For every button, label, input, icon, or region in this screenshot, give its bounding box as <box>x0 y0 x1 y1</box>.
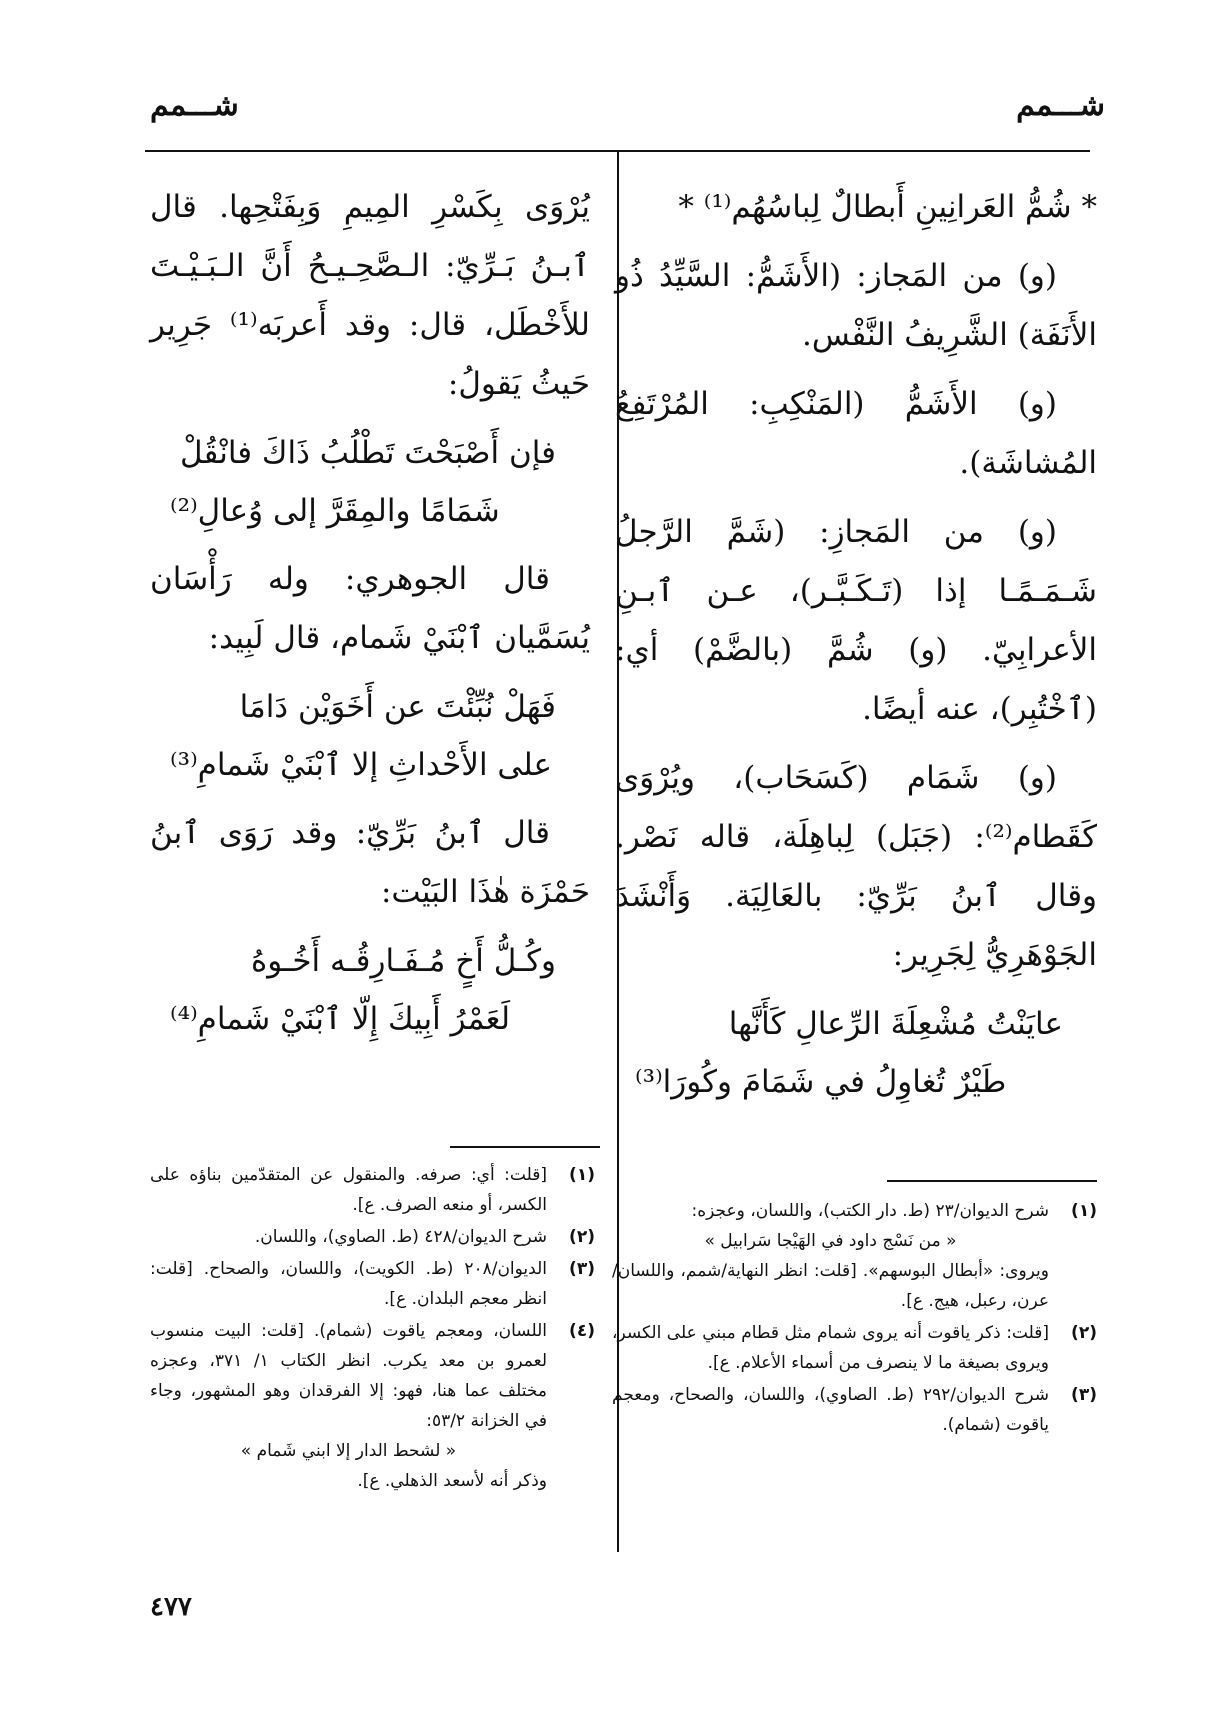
verse-second-hemistich: على الأَحْداثِ إلا ٱبْنَيْ شَمامِ⁽³⁾ <box>170 747 553 783</box>
footnote-text <box>150 1160 547 1220</box>
verse <box>150 932 590 1048</box>
footnote-rule-left <box>450 1146 600 1148</box>
footnote-number: (٤) <box>569 1321 595 1341</box>
footnote-text <box>612 1196 1049 1316</box>
paragraph: (و) من المَجازِ: (شَمَّ الرَّجلُ شَـمَـمًـا إذا (تَـكَـبَّـر)، عـن ٱبـنِ الأعرابِيّ. (و) شُمَّ (بالضَّمْ) أي: (ٱخْتُبِر)، عنه أيضًا. <box>615 514 1097 727</box>
footnote-line: « من نَسْج داود في الهَيْجا سَرابيل » <box>704 1231 957 1251</box>
right-column <box>615 178 1097 1121</box>
footnote-line: [قلت: أي: صرفه. والمنقول عن المتقدّمين بناؤه على الكسر، أو منعه الصرف. ع]. <box>150 1165 547 1215</box>
footnotes-left <box>150 1160 595 1498</box>
footnote-line: ويروى: «أبطال البوسهم». [قلت: انظر النهاية/شمم، واللسان/عرن، رعبل، هيج. ع]. <box>612 1261 1049 1311</box>
left-column <box>150 178 590 1058</box>
verse-second-hemistich: لَعَمْرُ أَبِيكَ إِلّا ٱبْنَيْ شَمامِ⁽⁴⁾ <box>170 1001 511 1037</box>
verse-first-hemistich: فَهَلْ نُبِّئْتَ عن أَخَوَيْن دَامَا <box>239 689 556 725</box>
footnote-line: شرح الديوان/٢٣ (ط. دار الكتب)، واللسان، وعجزه: <box>691 1201 1049 1221</box>
footnote-text <box>612 1380 1049 1440</box>
verse <box>150 678 590 794</box>
footnote <box>612 1318 1097 1378</box>
footnote-number: (١) <box>1071 1201 1097 1221</box>
running-header-right: شـــمم <box>1016 88 1105 123</box>
footnote <box>612 1380 1097 1440</box>
verse-first-hemistich: عايَنْتُ مُشْعِلَةَ الرِّعالِ كَأَنَّها <box>728 1006 1063 1042</box>
footnote-line: شرح الديوان/٢٩٢ (ط. الصاوي)، واللسان، والصحاح، ومعجم ياقوت (شمام). <box>612 1385 1049 1435</box>
footnote-line: [قلت: ذكر ياقوت أنه يروى شمام مثل قطام مبني على الكسر، ويروى بصيغة ما لا ينصرف من أسماء الأعلام. ع]. <box>612 1323 1049 1373</box>
paragraph: قال ٱبنُ بَرِّيّ: وقد رَوَى ٱبنُ حَمْزَة هٰذَا البَيْت: <box>150 815 590 910</box>
footnote-number: (٣) <box>1071 1385 1097 1405</box>
paragraph: (و) شَمَام (كَسَحَاب)، ويُرْوَى كَقَطام⁽²⁾: (جَبَل) لِباهِلَة، قاله نَصْر. وقال ٱبنُ بَرِّيّ: بالعَالِيَة. وَأَنْشَدَ الجَوْهَرِيُّ لِجَرِير: <box>615 760 1097 973</box>
verse <box>150 424 590 540</box>
footnote-line: شرح الديوان/٤٢٨ (ط. الصاوي)، واللسان. <box>254 1227 547 1247</box>
footnote <box>150 1160 595 1220</box>
footnote-line: « لشحط الدار إلا ابني شَمام » <box>240 1441 457 1461</box>
footnote-number: (٢) <box>569 1227 595 1247</box>
paragraph: يُرْوَى بِكَسْرِ المِيمِ وَبِفَتْحِها. قال ٱبـنُ بَـرِّيّ: الـصَّحِـيـحُ أَنَّ الـبَـيْـتَ للأَخْطَل، قال: وقد أَعربَه⁽¹⁾ جَرِير حَيثُ يَقولُ: <box>150 189 591 402</box>
verse-second-hemistich: طَيْرٌ تُغاوِلُ في شَمَامَ وكُورَا⁽³⁾ <box>635 1064 1007 1100</box>
footnote <box>612 1196 1097 1316</box>
footnote-text <box>150 1254 547 1314</box>
running-header-left: شـــمم <box>150 88 239 123</box>
footnote-line: وذكر أنه لأسعد الذهلي. ع]. <box>357 1471 547 1491</box>
paragraph: * شُمُّ العَرانِينِ أَبطالٌ لِباسُهُم⁽¹⁾ * <box>678 189 1097 225</box>
verse-second-hemistich: شَمَامًا والمِقَرَّ إلى وُعالِ⁽²⁾ <box>170 493 500 529</box>
footnote-number: (٢) <box>1071 1323 1097 1343</box>
footnote-line: اللسان، ومعجم ياقوت (شمام). [قلت: البيت منسوب لعمرو بن معد يكرب. انظر الكتاب ١/ ٣٧١، وعجزه مختلف عما هنا، فهو: إلا الفرقدان وهو المشهور، وجاء في الخزانة ٥٣/٢: <box>150 1321 547 1431</box>
paragraph: قال الجوهري: وله رَأْسَان يُسَمَّيان ٱبْنَيْ شَمام، قال لَبِيد: <box>150 561 590 656</box>
footnote-number: (١) <box>569 1165 595 1185</box>
footnote-rule-right <box>887 1180 1097 1182</box>
footnote-text <box>150 1222 547 1252</box>
footnote-text <box>612 1318 1049 1378</box>
footnote-number: (٣) <box>569 1259 595 1279</box>
paragraph: (و) الأَشَمُّ (المَنْكِبِ: المُرْتَفِعُ المُشاشَة). <box>615 386 1097 481</box>
paragraph: (و) من المَجاز: (الأَشَمُّ: السَّيِّدُ ذُو الأَنَفَة) الشَّرِيفُ النَّفْس. <box>615 258 1097 353</box>
verse <box>615 995 1097 1111</box>
verse-first-hemistich: وكُـلُّ أَخٍ مُـفَـارِقُـه أَخُـوهُ <box>251 943 556 979</box>
verse-first-hemistich: فإن أَصْبَحْتَ تَطْلُبُ ذَاكَ فانْقُلْ <box>180 435 556 471</box>
footnotes-right <box>612 1196 1097 1442</box>
footnote-line: الديوان/٢٠٨ (ط. الكويت)، واللسان، والصحاح. [قلت: انظر معجم البلدان. ع]. <box>150 1259 547 1309</box>
footnote <box>150 1222 595 1252</box>
page-number: ٤٧٧ <box>150 1592 192 1622</box>
footnote <box>150 1316 595 1496</box>
footnote <box>150 1254 595 1314</box>
footnote-text <box>150 1316 547 1496</box>
